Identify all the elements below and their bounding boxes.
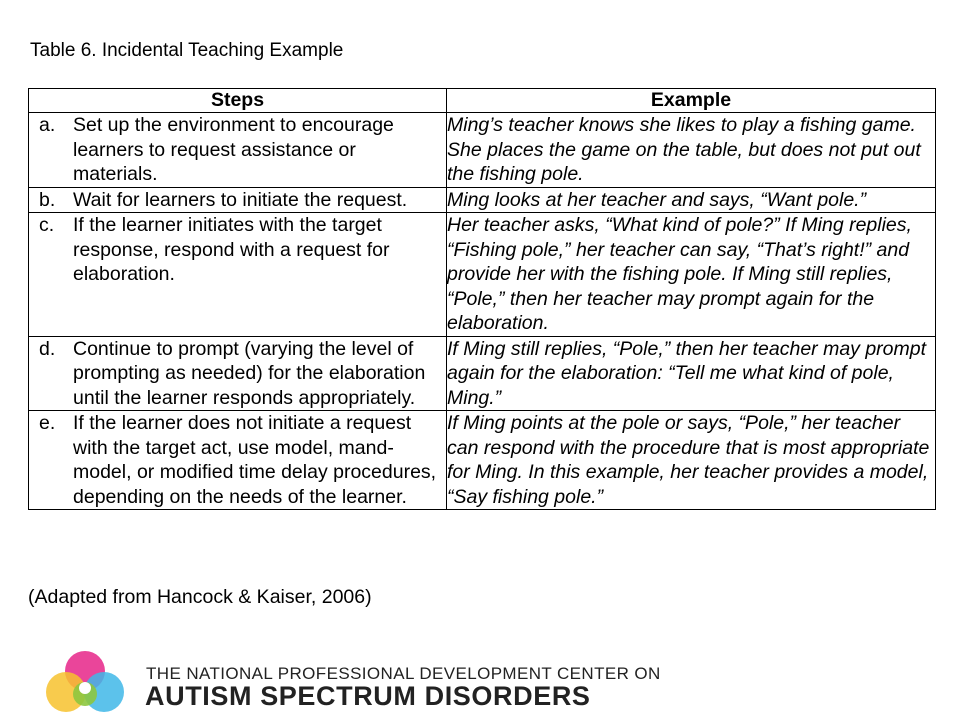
table-row (29, 213, 936, 337)
example-text: Ming looks at her teacher and says, “Want pole.” (447, 187, 936, 213)
step-text: If the learner does not initiate a request with the target act, use model, mand-model, or modified time delay procedures, depending on the needs of the learner. (73, 412, 437, 508)
step-letter: e. (39, 412, 56, 434)
step-text: If the learner initiates with the target response, respond with a request for elaboration. (73, 214, 390, 285)
incidental-teaching-table (28, 88, 936, 510)
source-citation: (Adapted from Hancock & Kaiser, 2006) (28, 586, 372, 608)
table-row (29, 336, 936, 411)
example-text: If Ming still replies, “Pole,” then her teacher may prompt again for the elaboration: “Tell me what kind of pole, Ming.” (447, 336, 936, 411)
example-column-header: Example (447, 89, 936, 113)
table-row (29, 113, 936, 188)
table-row (29, 187, 936, 213)
example-text: If Ming points at the pole or says, “Pole,” her teacher can respond with the procedure that is most appropriate for Ming. In this example, her teacher provides a model, “Say fishing pole.” (447, 411, 936, 510)
step-letter: d. (39, 337, 56, 360)
example-text: Ming’s teacher knows she likes to play a fishing game. She places the game on the table, but does not put out the fishing pole. (447, 113, 936, 188)
table-row (29, 411, 936, 510)
table-header-row (29, 89, 936, 113)
step-letter: b. (39, 188, 56, 211)
example-text: Her teacher asks, “What kind of pole?” If Ming replies, “Fishing pole,” her teacher can say, “That’s right!” and provide her with the fishing pole. If Ming still replies, “Pole,” then her teacher may prompt again for the elaboration. (447, 213, 936, 337)
overlapping-colored-circles-logo-icon (38, 648, 130, 718)
table-title: Table 6. Incidental Teaching Example (30, 40, 344, 61)
step-text: Set up the environment to encourage learners to request assistance or materials. (73, 114, 394, 185)
step-text: Wait for learners to initiate the request. (73, 188, 408, 211)
org-name-line2: AUTISM SPECTRUM DISORDERS (145, 681, 591, 711)
step-text: Continue to prompt (varying the level of prompting as needed) for the elaboration until the learner responds appropriately. (73, 337, 426, 409)
step-letter: a. (39, 114, 56, 136)
org-name-line1: THE NATIONAL PROFESSIONAL DEVELOPMENT CENTER ON (146, 664, 661, 683)
step-letter: c. (39, 214, 55, 236)
steps-column-header: Steps (29, 89, 447, 113)
